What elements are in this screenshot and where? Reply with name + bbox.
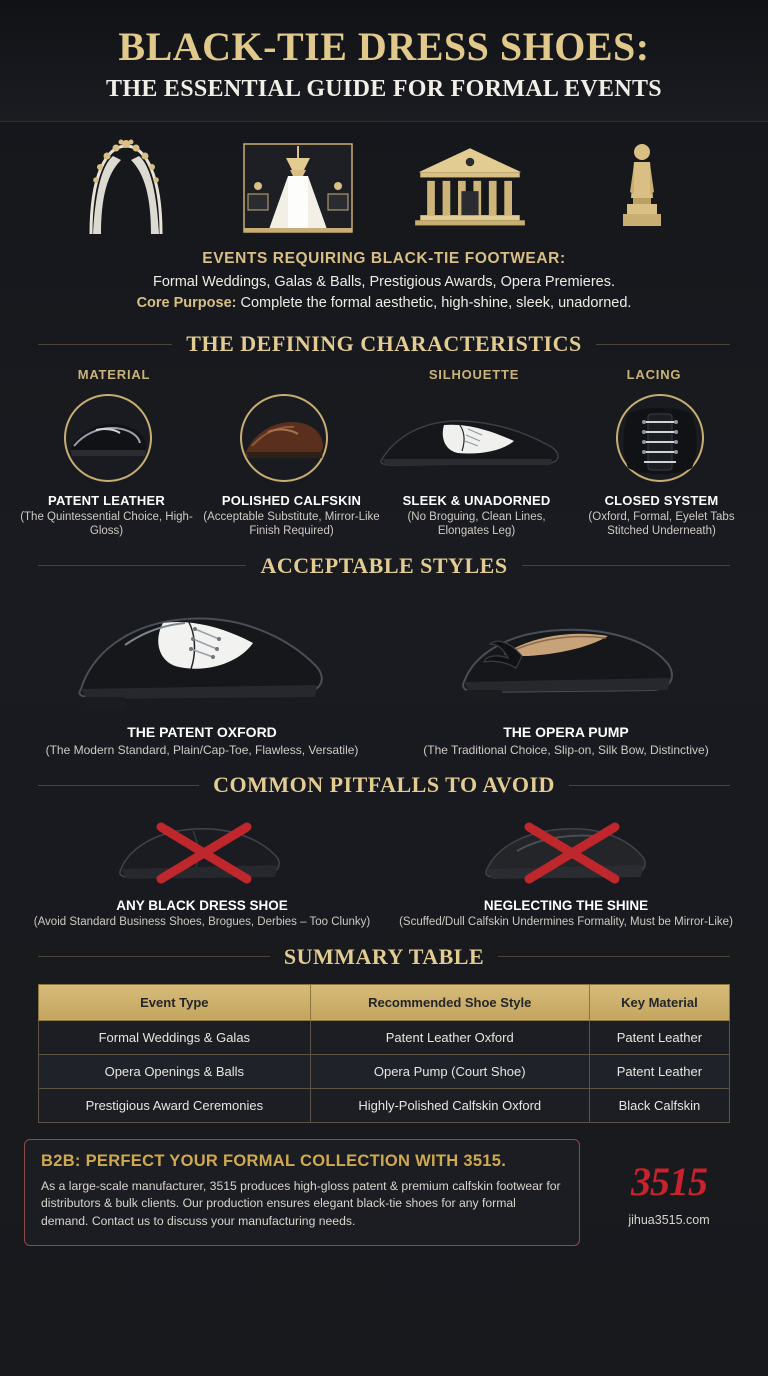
heading-lacing: LACING <box>626 367 682 382</box>
divider-left <box>38 785 199 786</box>
cell-shoe-style: Highly-Polished Calfskin Oxford <box>310 1088 589 1122</box>
style-item-opera-pump <box>384 724 748 759</box>
char-item-silhouette <box>384 493 569 539</box>
style-title: THE OPERA PUMP <box>503 723 629 740</box>
divider-right <box>498 956 730 957</box>
style-sub: (The Traditional Choice, Slip-on, Silk Bow, Distinctive) <box>423 742 709 757</box>
opera-pump-shoe-icon <box>384 598 748 713</box>
char-title: POLISHED CALFSKIN <box>221 493 362 508</box>
pitfall-sub: (Avoid Standard Business Shoes, Brogues, Derbies – Too Clunky) <box>33 916 371 929</box>
col-event-type: Event Type <box>39 984 311 1020</box>
brand-block <box>594 1158 744 1227</box>
char-item-material <box>14 493 199 539</box>
core-purpose-row <box>28 295 740 311</box>
table-header-row <box>39 984 730 1020</box>
char-sub: (No Broguing, Clean Lines, Elongates Leg) <box>407 511 546 538</box>
heading-material: MATERIAL <box>77 367 151 382</box>
brand-logo: 3515 <box>631 1158 707 1204</box>
divider-right <box>596 344 730 345</box>
pitfall-item-neglecting-shine <box>384 898 748 929</box>
char-title: PATENT LEATHER <box>48 493 165 508</box>
section-title-summary <box>0 930 768 976</box>
summary-table-wrap <box>0 976 768 1123</box>
events-title: EVENTS REQUIRING BLACK-TIE FOOTWEAR: <box>202 250 566 267</box>
events-list: Formal Weddings, Galas & Balls, Prestigious Awards, Opera Premieres. <box>152 274 616 290</box>
page-subtitle: THE ESSENTIAL GUIDE FOR FORMAL EVENTS <box>106 76 662 102</box>
b2b-section <box>24 1139 744 1246</box>
section-title-pitfalls <box>0 758 768 804</box>
sleek-silhouette-shoe-icon <box>372 393 572 483</box>
dull-loafer-crossed-icon <box>384 807 748 893</box>
page-header <box>0 0 768 122</box>
cell-shoe-style: Opera Pump (Court Shoe) <box>310 1054 589 1088</box>
style-title: THE PATENT OXFORD <box>127 723 277 740</box>
heading-spacer <box>204 367 384 382</box>
pitfall-title: NEGLECTING THE SHINE <box>483 898 649 914</box>
char-title: CLOSED SYSTEM <box>604 493 719 508</box>
heading-silhouette: SILHOUETTE <box>428 367 520 382</box>
b2b-body: As a large-scale manufacturer, 3515 produces high-gloss patent & premium calfskin footwear for distributors & bulk clients. Our production ensures elegant black-tie shoes for any formal demand. Contact us to discuss your manufacturing needs. <box>41 1178 561 1229</box>
cell-material: Patent Leather <box>589 1054 729 1088</box>
divider-left <box>38 956 270 957</box>
cell-event-type: Formal Weddings & Galas <box>39 1020 311 1054</box>
char-sub: (Acceptable Substitute, Mirror-Like Finish Required) <box>203 511 380 538</box>
pitfall-title: ANY BLACK DRESS SHOE <box>116 898 288 914</box>
style-item-patent-oxford <box>20 724 384 759</box>
table-row <box>39 1020 730 1054</box>
pitfall-sub: (Scuffed/Dull Calfskin Undermines Formality, Must be Mirror-Like) <box>399 916 733 929</box>
summary-table <box>38 984 730 1123</box>
section-title-characteristics <box>0 317 768 363</box>
section-title-text: COMMON PITFALLS TO AVOID <box>213 772 555 798</box>
section-title-text: ACCEPTABLE STYLES <box>260 552 508 578</box>
char-title: SLEEK & UNADORNED <box>402 493 551 508</box>
divider-right <box>522 565 730 566</box>
opera-house-icon <box>410 136 530 236</box>
section-title-styles <box>0 539 768 585</box>
calfskin-derby-circle-icon <box>196 388 372 488</box>
page-title: BLACK-TIE DRESS SHOES: <box>118 24 650 69</box>
b2b-callout <box>24 1139 580 1246</box>
pitfall-item-any-black-shoe <box>20 898 384 929</box>
styles-captions <box>0 720 768 759</box>
char-sub: (Oxford, Formal, Eyelet Tabs Stitched Underneath) <box>588 511 735 538</box>
col-recommended-style: Recommended Shoe Style <box>310 984 589 1020</box>
patent-oxford-circle-icon <box>20 388 196 488</box>
section-title-text: SUMMARY TABLE <box>283 943 485 969</box>
styles-images <box>0 585 768 720</box>
table-row <box>39 1088 730 1122</box>
pitfalls-captions <box>0 894 768 929</box>
divider-right <box>569 785 730 786</box>
characteristics-headings <box>0 363 768 382</box>
section-title-text: THE DEFINING CHARACTERISTICS <box>186 331 582 356</box>
core-purpose-label: Core Purpose: <box>136 295 237 311</box>
style-sub: (The Modern Standard, Plain/Cap-Toe, Flawless, Versatile) <box>45 742 359 757</box>
events-block <box>0 242 768 317</box>
cell-event-type: Opera Openings & Balls <box>39 1054 311 1088</box>
closed-lacing-circle-icon <box>572 388 748 488</box>
pitfalls-images <box>0 804 768 894</box>
char-sub: (The Quintessential Choice, High-Gloss) <box>20 511 193 538</box>
gala-ballroom-icon <box>238 136 358 236</box>
award-statuette-icon <box>582 136 702 236</box>
characteristics-captions <box>0 487 768 539</box>
patent-oxford-shoe-icon <box>20 593 384 718</box>
wedding-arch-icon <box>66 136 186 236</box>
core-purpose-text: Complete the formal aesthetic, high-shine, sleek, unadorned. <box>240 295 632 311</box>
cell-shoe-style: Patent Leather Oxford <box>310 1020 589 1054</box>
cell-material: Black Calfskin <box>589 1088 729 1122</box>
b2b-title: B2B: PERFECT YOUR FORMAL COLLECTION WITH 3515. <box>41 1151 507 1170</box>
char-item-calfskin <box>199 493 384 539</box>
brand-website[interactable]: jihua3515.com <box>628 1212 710 1227</box>
table-row <box>39 1054 730 1088</box>
cell-material: Patent Leather <box>589 1020 729 1054</box>
char-item-lacing <box>569 493 754 539</box>
divider-left <box>38 565 246 566</box>
business-shoe-crossed-icon <box>20 807 384 893</box>
event-icon-row <box>0 122 768 242</box>
characteristics-images <box>0 382 768 487</box>
cell-event-type: Prestigious Award Ceremonies <box>39 1088 311 1122</box>
col-key-material: Key Material <box>589 984 729 1020</box>
divider-left <box>38 344 172 345</box>
